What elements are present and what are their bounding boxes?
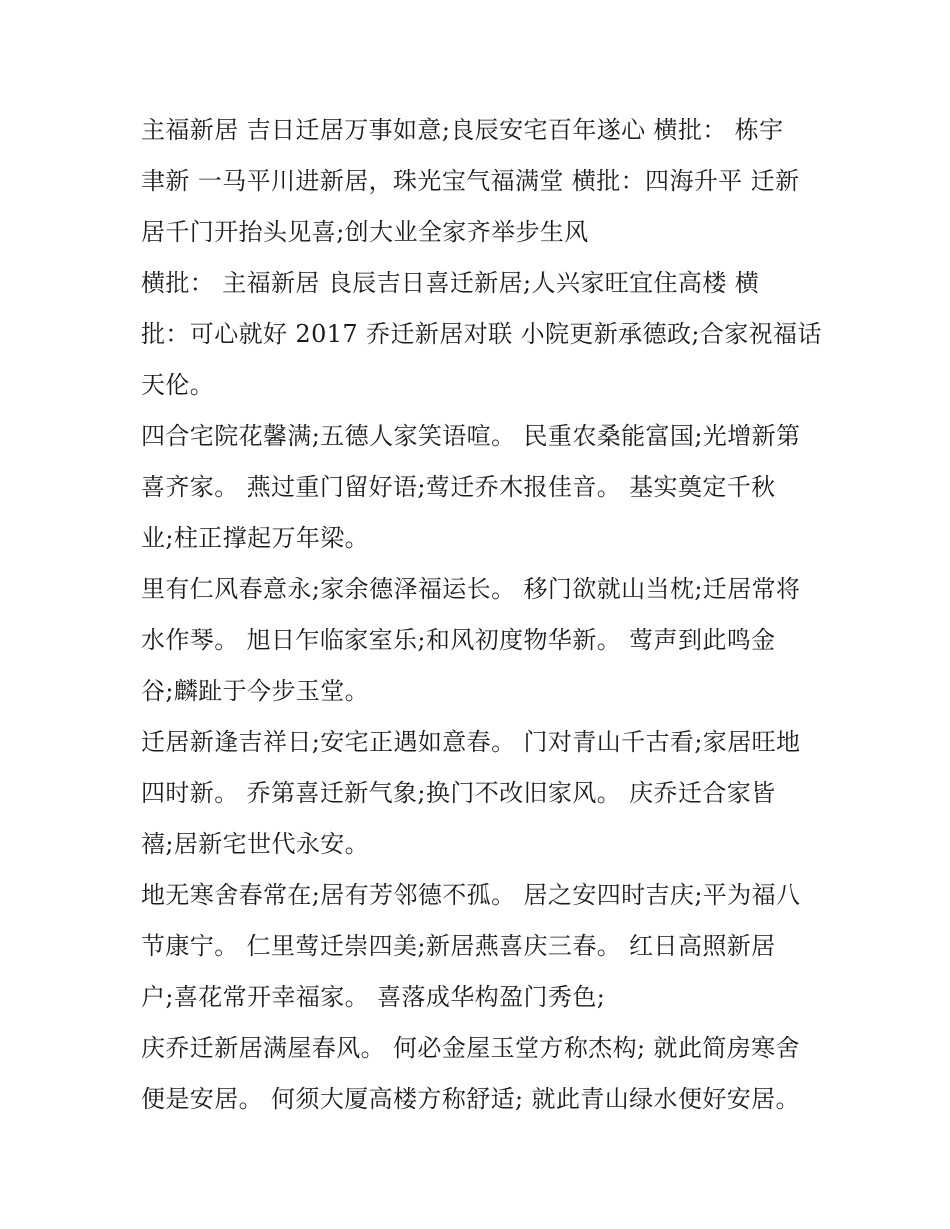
text-line: 禧;居新宅世代永安。: [141, 830, 370, 858]
text-line: 水作琴。 旭日乍临家室乐;和风初度物华新。 莺声到此鸣金: [141, 626, 776, 654]
text-line: 批：可心就好 2017 乔迁新居对联 小院更新承德政;合家祝福话: [141, 320, 822, 348]
text-line: 地无寒舍春常在;居有芳邻德不孤。 居之安四时吉庆;平为福八: [141, 881, 801, 909]
text-line: 横批： 主福新居 良辰吉日喜迁新居;人兴家旺宜住高楼 横: [141, 269, 760, 297]
text-line: 天伦。: [141, 371, 215, 399]
text-line: 迁居新逢吉祥日;安宅正遇如意春。 门对青山千古看;家居旺地: [141, 728, 801, 756]
text-line: 谷;麟趾于今步玉堂。: [141, 677, 370, 705]
text-line: 聿新 一马平川进新居，珠光宝气福满堂 横批：四海升平 迁新: [141, 167, 800, 195]
text-line: 居千门开抬头见喜;创大业全家齐举步生风: [141, 218, 589, 246]
text-line: 便是安居。 何须大厦高楼方称舒适; 就此青山绿水便好安居。: [141, 1085, 800, 1113]
text-line: 四时新。 乔第喜迁新气象;换门不改旧家风。 庆乔迁合家皆: [141, 779, 776, 807]
text-line: 里有仁风春意永;家余德泽福运长。 移门欲就山当枕;迁居常将: [141, 575, 801, 603]
document-body: [141, 105, 822, 1125]
text-line: 喜齐家。 燕过重门留好语;莺迁乔木报佳音。 基实奠定千秋: [141, 473, 776, 501]
text-line: 庆乔迁新居满屋春风。 何必金屋玉堂方称杰构; 就此简房寒舍: [141, 1034, 800, 1062]
text-line: 业;柱正撑起万年梁。: [141, 524, 370, 552]
text-line: 户;喜花常开幸福家。 喜落成华构盈门秀色;: [141, 983, 606, 1011]
text-line: 四合宅院花馨满;五德人家笑语喧。 民重农桑能富国;光增新第: [141, 422, 801, 450]
text-line: 节康宁。 仁里莺迁崇四美;新居燕喜庆三春。 红日高照新居: [141, 932, 776, 960]
text-line: 主福新居 吉日迁居万事如意;良辰安宅百年遂心 横批： 栋宇: [141, 116, 784, 144]
